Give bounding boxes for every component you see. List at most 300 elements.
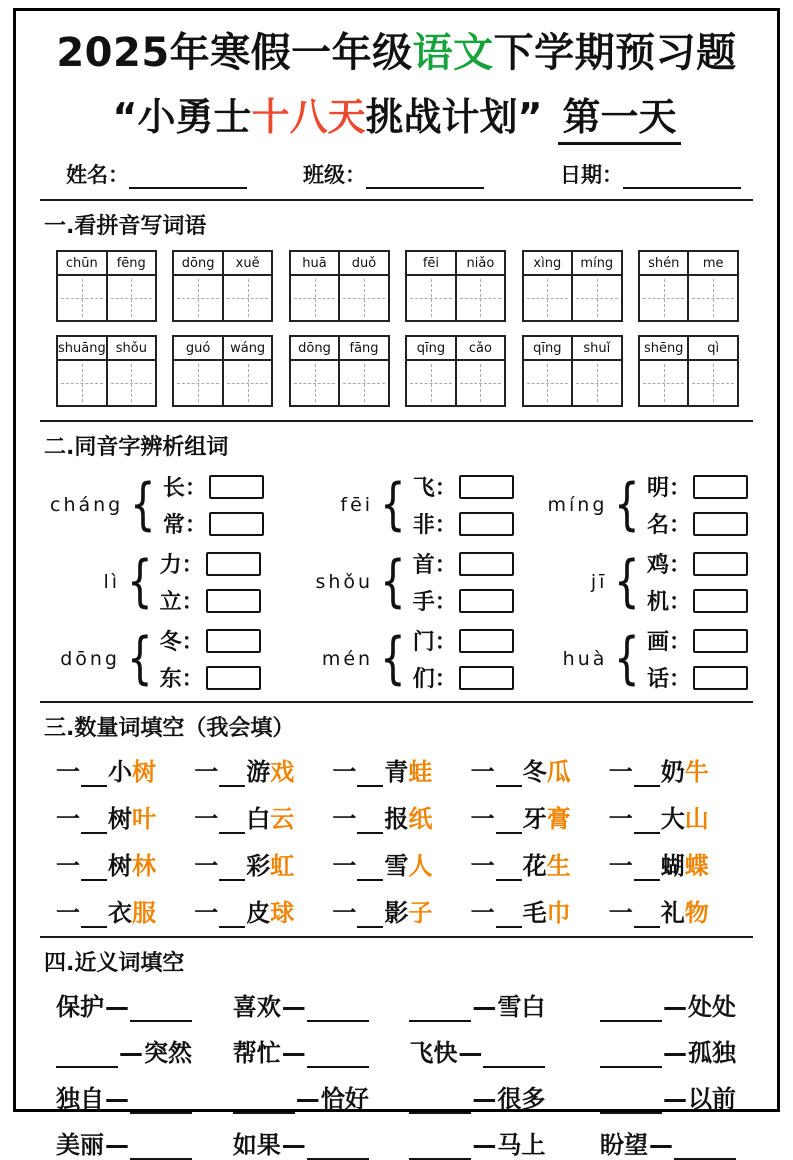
pinyin-cell: qīng xyxy=(533,341,562,356)
char-label: 立： xyxy=(159,590,204,615)
number-char: 一 xyxy=(608,899,633,927)
number-char: 一 xyxy=(194,852,219,880)
word-char-black: 奶 xyxy=(660,758,685,786)
word-char-black: 青 xyxy=(384,758,409,786)
blank-line xyxy=(219,857,245,881)
blank-line xyxy=(634,904,660,928)
word-char-black: 冬 xyxy=(522,758,547,786)
pinyin-cell: fēi xyxy=(422,256,440,271)
section1-heading: 一.看拼音写词语 xyxy=(44,214,207,239)
synonym-word xyxy=(600,998,662,1022)
homophone-item xyxy=(537,471,753,539)
pinyin-box-row-2 xyxy=(56,335,739,407)
measure-word-item xyxy=(332,893,470,928)
synonym-word: 美丽 xyxy=(56,1131,104,1159)
pinyin-box xyxy=(172,335,273,407)
word-char-orange: 膏 xyxy=(546,805,571,833)
synonym-word xyxy=(130,998,192,1022)
word-char-black: 报 xyxy=(384,805,409,833)
number-char: 一 xyxy=(194,805,219,833)
blank-line xyxy=(81,810,107,834)
number-char: 一 xyxy=(332,805,357,833)
synonym-item xyxy=(233,1033,410,1068)
blank-line xyxy=(219,904,245,928)
homophone-pinyin: dōng xyxy=(60,648,120,670)
section-measure-words xyxy=(40,701,753,928)
homophone-pinyin: míng xyxy=(547,494,608,516)
writing-grid-cell xyxy=(222,276,272,320)
homophone-item xyxy=(303,471,537,539)
writing-grid-cell xyxy=(407,361,455,405)
synonym-word: 保护 xyxy=(56,993,104,1021)
answer-box xyxy=(459,666,514,690)
homophone-item xyxy=(537,625,753,693)
answer-box xyxy=(459,475,514,499)
number-char: 一 xyxy=(194,899,219,927)
brace-icon: { xyxy=(380,472,406,537)
synonym-word: 马上 xyxy=(497,1131,546,1159)
answer-box xyxy=(693,512,748,536)
measure-word-item xyxy=(332,752,470,787)
pinyin-cell: shén xyxy=(648,256,680,271)
blank-line xyxy=(81,904,107,928)
pinyin-box xyxy=(405,250,506,322)
writing-grid-cell xyxy=(338,276,388,320)
homophone-pinyin: jī xyxy=(590,571,608,593)
word-char-orange: 戏 xyxy=(270,758,295,786)
writing-grid-cell xyxy=(687,276,737,320)
synonym-word xyxy=(409,1136,471,1160)
worksheet-page-frame xyxy=(13,8,780,1159)
number-char: 一 xyxy=(608,758,633,786)
pinyin-cell: huā xyxy=(302,256,327,271)
word-char-black: 蝴 xyxy=(660,852,685,880)
dash: — xyxy=(472,1131,497,1159)
word-char-orange: 牛 xyxy=(684,758,709,786)
pinyin-cell: míng xyxy=(571,252,621,274)
synonym-word xyxy=(409,1090,471,1114)
writing-grid-cell xyxy=(106,276,156,320)
homophone-item xyxy=(303,625,537,693)
homophone-item xyxy=(303,548,537,616)
word-char-orange: 林 xyxy=(132,852,156,880)
class-label: 班级： xyxy=(303,163,366,187)
name-blank-line xyxy=(129,168,247,189)
number-char: 一 xyxy=(470,852,495,880)
synonym-item xyxy=(409,1033,600,1068)
word-char-orange: 人 xyxy=(408,852,433,880)
brace-icon: { xyxy=(614,472,641,537)
pinyin-box xyxy=(56,250,157,322)
pinyin-box-row-1 xyxy=(56,250,739,322)
writing-grid-cell xyxy=(174,361,222,405)
char-label: 力： xyxy=(159,553,204,578)
brace-icon: { xyxy=(126,549,153,614)
word-char-orange: 生 xyxy=(546,852,571,880)
synonym-grid xyxy=(56,987,749,1160)
pinyin-box xyxy=(638,335,739,407)
blank-line xyxy=(219,763,245,787)
dash: — xyxy=(105,993,129,1021)
measure-word-grid xyxy=(56,752,747,928)
number-char: 一 xyxy=(332,852,357,880)
answer-box xyxy=(459,552,514,576)
blank-line xyxy=(81,857,107,881)
pinyin-cell: dōng xyxy=(181,256,215,271)
pinyin-cell: dōng xyxy=(298,341,331,356)
number-char: 一 xyxy=(470,758,495,786)
pinyin-box xyxy=(405,335,506,407)
char-label: 非： xyxy=(412,513,457,538)
pinyin-box xyxy=(289,250,390,322)
writing-grid-cell xyxy=(640,276,688,320)
pinyin-box xyxy=(289,335,390,407)
synonym-word: 独自 xyxy=(56,1085,104,1113)
pinyin-cell: guó xyxy=(185,341,211,356)
char-label: 飞： xyxy=(412,476,457,501)
measure-word-item xyxy=(56,846,194,881)
class-field xyxy=(303,159,484,189)
char-label: 机： xyxy=(647,590,692,615)
measure-word-item xyxy=(194,893,332,928)
measure-word-item xyxy=(56,893,194,928)
synonym-word xyxy=(307,1136,369,1160)
blank-line xyxy=(496,763,522,787)
synonym-word xyxy=(409,998,471,1022)
synonym-item xyxy=(233,987,410,1022)
synonym-word xyxy=(307,998,369,1022)
word-char-orange: 蝶 xyxy=(684,852,709,880)
answer-box xyxy=(459,512,514,536)
subtitle-part-1: “小勇士 xyxy=(112,95,252,139)
word-char-orange: 纸 xyxy=(408,805,433,833)
number-char: 一 xyxy=(608,805,633,833)
pinyin-cell: shuāng xyxy=(58,341,106,356)
char-label: 手： xyxy=(412,590,457,615)
synonym-item xyxy=(233,1125,410,1160)
measure-word-item xyxy=(194,752,332,787)
synonym-item xyxy=(600,987,749,1022)
writing-grid-cell xyxy=(291,361,339,405)
synonym-item xyxy=(56,1079,233,1114)
page-subtitle xyxy=(40,86,753,145)
number-char: 一 xyxy=(56,852,80,880)
title-part-1: 2025年寒假一年级 xyxy=(56,30,413,76)
pinyin-box xyxy=(522,335,623,407)
word-char-orange: 虹 xyxy=(270,852,295,880)
number-char: 一 xyxy=(194,758,219,786)
synonym-item xyxy=(56,987,233,1022)
synonym-word xyxy=(674,1136,736,1160)
measure-word-item xyxy=(609,846,747,881)
homophone-grid xyxy=(50,471,753,693)
blank-line xyxy=(496,810,522,834)
synonym-word: 雪白 xyxy=(497,993,546,1021)
word-char-orange: 球 xyxy=(270,899,295,927)
section4-heading: 四.近义词填空 xyxy=(44,951,185,976)
pinyin-cell: fāng xyxy=(338,337,388,359)
word-char-black: 衣 xyxy=(108,899,132,927)
word-char-orange: 云 xyxy=(270,805,295,833)
synonym-word xyxy=(56,1044,118,1068)
word-char-orange: 树 xyxy=(132,758,156,786)
number-char: 一 xyxy=(470,805,495,833)
date-label: 日期： xyxy=(560,163,623,187)
word-char-orange: 服 xyxy=(132,899,156,927)
char-label: 鸡： xyxy=(647,553,692,578)
word-char-black: 雪 xyxy=(384,852,409,880)
dash: — xyxy=(281,1039,306,1067)
measure-word-item xyxy=(56,799,194,834)
dash: — xyxy=(458,1039,483,1067)
word-char-black: 游 xyxy=(246,758,271,786)
blank-line xyxy=(496,904,522,928)
answer-box xyxy=(459,629,514,653)
word-char-black: 彩 xyxy=(246,852,271,880)
char-label: 首： xyxy=(412,553,457,578)
pinyin-box xyxy=(638,250,739,322)
writing-grid-cell xyxy=(571,361,621,405)
measure-word-item xyxy=(56,752,194,787)
answer-box xyxy=(693,629,748,653)
homophone-pinyin: fēi xyxy=(340,494,374,516)
char-label: 冬： xyxy=(159,630,204,655)
measure-word-item xyxy=(332,846,470,881)
subtitle-part-3: 挑战计划” xyxy=(365,95,543,139)
number-char: 一 xyxy=(470,899,495,927)
writing-grid-cell xyxy=(640,361,688,405)
dash: — xyxy=(105,1131,129,1159)
writing-grid-cell xyxy=(524,361,572,405)
number-char: 一 xyxy=(608,852,633,880)
pinyin-cell: xuě xyxy=(222,252,272,274)
pinyin-cell: duǒ xyxy=(338,252,388,274)
brace-icon: { xyxy=(614,626,641,691)
answer-box xyxy=(206,552,261,576)
measure-word-item xyxy=(609,752,747,787)
writing-grid-cell xyxy=(106,361,156,405)
dash: — xyxy=(663,993,687,1021)
title-part-3: 下学期预习题 xyxy=(493,30,737,76)
word-char-black: 牙 xyxy=(522,805,547,833)
brace-icon: { xyxy=(380,549,406,614)
char-label: 门： xyxy=(412,630,457,655)
writing-grid-cell xyxy=(58,361,106,405)
dash: — xyxy=(281,993,306,1021)
writing-grid-cell xyxy=(455,276,505,320)
word-char-black: 树 xyxy=(108,852,132,880)
homophone-pinyin: huà xyxy=(562,648,608,670)
name-field xyxy=(66,159,247,189)
word-char-black: 大 xyxy=(660,805,685,833)
date-field xyxy=(560,159,741,189)
number-char: 一 xyxy=(332,758,357,786)
pinyin-cell: shuǐ xyxy=(571,337,621,359)
measure-word-item xyxy=(609,799,747,834)
pinyin-cell: fēng xyxy=(106,252,156,274)
writing-grid-cell xyxy=(455,361,505,405)
char-label: 话： xyxy=(647,667,692,692)
brace-icon: { xyxy=(130,472,156,537)
dash: — xyxy=(105,1085,129,1113)
synonym-word: 如果 xyxy=(232,1131,281,1159)
synonym-word xyxy=(600,1090,662,1114)
class-blank-line xyxy=(366,168,484,189)
synonym-word: 以前 xyxy=(688,1085,736,1113)
blank-line xyxy=(219,810,245,834)
char-label: 长： xyxy=(162,476,207,501)
measure-word-item xyxy=(471,846,609,881)
char-label: 名： xyxy=(647,513,692,538)
word-char-black: 花 xyxy=(522,852,547,880)
homophone-pinyin: cháng xyxy=(50,494,124,516)
homophone-item xyxy=(50,625,303,693)
word-char-orange: 蛙 xyxy=(408,758,433,786)
blank-line xyxy=(357,904,383,928)
answer-box xyxy=(693,666,748,690)
writing-grid-cell xyxy=(407,276,455,320)
synonym-word xyxy=(307,1044,369,1068)
pinyin-cell: qīng xyxy=(416,341,446,356)
blank-line xyxy=(496,857,522,881)
subtitle-highlight: 十八天 xyxy=(251,95,366,139)
date-blank-line xyxy=(623,168,741,189)
writing-grid-cell xyxy=(222,361,272,405)
measure-word-item xyxy=(194,799,332,834)
blank-line xyxy=(634,857,660,881)
subtitle-day-underlined: 第一天 xyxy=(558,86,680,145)
synonym-word: 孤独 xyxy=(688,1039,736,1067)
answer-box xyxy=(693,475,748,499)
measure-word-item xyxy=(332,799,470,834)
writing-grid-cell xyxy=(174,276,222,320)
number-char: 一 xyxy=(56,758,80,786)
word-char-orange: 叶 xyxy=(132,805,156,833)
dash: — xyxy=(119,1039,143,1067)
answer-box xyxy=(693,589,748,613)
pinyin-box xyxy=(56,335,157,407)
pinyin-cell: niǎo xyxy=(455,252,505,274)
writing-grid-cell xyxy=(687,361,737,405)
answer-box xyxy=(206,589,261,613)
word-char-orange: 巾 xyxy=(546,899,571,927)
student-info-row xyxy=(66,159,753,189)
synonym-word: 处处 xyxy=(688,993,736,1021)
brace-icon: { xyxy=(380,626,406,691)
writing-grid-cell xyxy=(524,276,572,320)
pinyin-cell: chūn xyxy=(65,256,98,271)
answer-box xyxy=(209,475,264,499)
measure-word-item xyxy=(471,752,609,787)
blank-line xyxy=(357,763,383,787)
pinyin-box xyxy=(522,250,623,322)
word-char-orange: 物 xyxy=(684,899,709,927)
synonym-word xyxy=(130,1090,192,1114)
synonym-word: 恰好 xyxy=(320,1085,369,1113)
word-char-black: 树 xyxy=(108,805,132,833)
writing-grid-cell xyxy=(58,276,106,320)
word-char-black: 影 xyxy=(384,899,409,927)
measure-word-item xyxy=(471,893,609,928)
synonym-item xyxy=(409,1079,600,1114)
measure-word-item xyxy=(471,799,609,834)
writing-grid-cell xyxy=(338,361,388,405)
pinyin-cell: xìng xyxy=(533,256,562,271)
pinyin-box xyxy=(172,250,273,322)
synonym-word: 喜欢 xyxy=(232,993,281,1021)
char-label: 明： xyxy=(647,476,692,501)
answer-box xyxy=(209,512,264,536)
pinyin-cell: shǒu xyxy=(106,337,155,359)
word-char-black: 毛 xyxy=(522,899,547,927)
synonym-item xyxy=(56,1125,233,1160)
pinyin-cell: qì xyxy=(687,337,737,359)
writing-grid-cell xyxy=(571,276,621,320)
word-char-black: 皮 xyxy=(246,899,271,927)
number-char: 一 xyxy=(56,805,80,833)
synonym-item xyxy=(409,1125,600,1160)
char-label: 画： xyxy=(647,630,692,655)
measure-word-item xyxy=(609,893,747,928)
synonym-word: 很多 xyxy=(497,1085,546,1113)
dash: — xyxy=(281,1131,306,1159)
pinyin-cell: me xyxy=(687,252,737,274)
measure-word-item xyxy=(194,846,332,881)
homophone-pinyin: lì xyxy=(103,571,120,593)
synonym-word: 飞快 xyxy=(409,1039,458,1067)
dash: — xyxy=(649,1131,673,1159)
answer-box xyxy=(459,589,514,613)
synonym-word: 盼望 xyxy=(600,1131,648,1159)
synonym-item xyxy=(409,987,600,1022)
title-subject-highlight: 语文 xyxy=(412,30,494,76)
dash: — xyxy=(663,1039,687,1067)
dash: — xyxy=(472,1085,497,1113)
blank-line xyxy=(357,810,383,834)
dash: — xyxy=(295,1085,320,1113)
answer-box xyxy=(206,666,261,690)
section-pinyin-words xyxy=(40,199,753,407)
blank-line xyxy=(357,857,383,881)
synonym-item xyxy=(56,1033,233,1068)
section-homophones xyxy=(40,420,753,693)
synonym-word: 帮忙 xyxy=(232,1039,281,1067)
synonym-item xyxy=(233,1079,410,1114)
section-synonyms xyxy=(40,936,753,1160)
homophone-item xyxy=(50,548,303,616)
page-title xyxy=(40,21,753,78)
homophone-item xyxy=(50,471,303,539)
writing-grid-cell xyxy=(291,276,339,320)
synonym-word xyxy=(600,1044,662,1068)
blank-line xyxy=(634,810,660,834)
homophone-pinyin: mén xyxy=(321,648,374,670)
blank-line xyxy=(81,763,107,787)
word-char-black: 礼 xyxy=(660,899,685,927)
section3-heading: 三.数量词填空（我会填） xyxy=(44,716,295,741)
number-char: 一 xyxy=(332,899,357,927)
word-char-black: 小 xyxy=(108,758,132,786)
word-char-orange: 子 xyxy=(408,899,433,927)
dash: — xyxy=(663,1085,687,1113)
char-label: 东： xyxy=(159,667,204,692)
synonym-word xyxy=(233,1090,295,1114)
answer-box xyxy=(206,629,261,653)
char-label: 们： xyxy=(412,667,457,692)
pinyin-cell: cǎo xyxy=(455,337,505,359)
dash: — xyxy=(472,993,497,1021)
name-label: 姓名： xyxy=(66,163,129,187)
